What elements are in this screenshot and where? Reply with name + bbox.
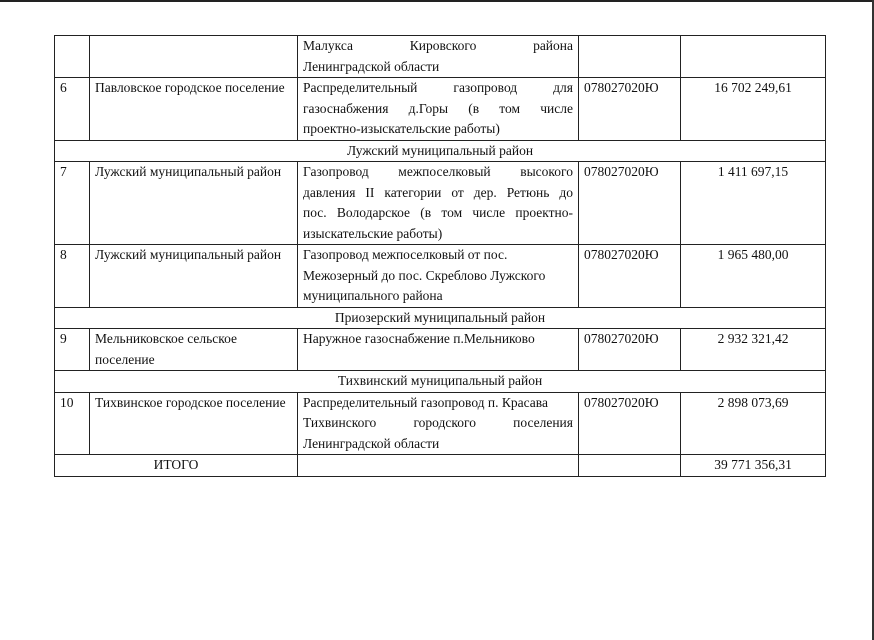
region-heading: Лужский муниципальный район (55, 140, 826, 162)
region-heading: Приозерский муниципальный район (55, 307, 826, 329)
description-line: Газопровод межпоселковый от пос. (303, 247, 508, 262)
description-line: давления II категории от дер. Ретюнь до (303, 184, 573, 200)
code-cell: 078027020Ю (579, 162, 681, 245)
code-cell: 078027020Ю (579, 78, 681, 141)
code-cell: 078027020Ю (579, 329, 681, 371)
table-row (55, 329, 826, 371)
row-number: 10 (55, 392, 90, 455)
municipality-cell (90, 36, 298, 78)
region-row (55, 371, 826, 393)
row-number: 7 (55, 162, 90, 245)
description-line: Ленинградской области (303, 58, 440, 74)
description-line: пос. Володарское (в том числе проектно- (303, 205, 573, 220)
region-row (55, 140, 826, 162)
row-number: 8 (55, 245, 90, 308)
amount-cell: 1 411 697,15 (681, 162, 826, 245)
scan-top-edge (0, 0, 874, 2)
total-label: ИТОГО (55, 455, 298, 477)
total-empty-cell (579, 455, 681, 477)
description-line: Наружное газоснабжение п.Мельниково (303, 331, 535, 346)
municipality-cell: Мельниковское сельское поселение (90, 329, 298, 371)
total-amount: 39 771 356,31 (681, 455, 826, 477)
table-row (55, 392, 826, 455)
description-line: Межозерный до пос. Скреблово Лужского (303, 267, 546, 283)
code-cell: 078027020Ю (579, 392, 681, 455)
amount-cell: 1 965 480,00 (681, 245, 826, 308)
description-cell (298, 162, 579, 245)
description-line: изыскательские работы) (303, 225, 443, 241)
municipality-cell: Тихвинское городское поселение (90, 392, 298, 455)
description-line: Газопровод межпоселковый высокого (303, 164, 573, 179)
description-cell (298, 78, 579, 141)
row-number (55, 36, 90, 78)
row-number: 9 (55, 329, 90, 371)
amount-cell: 2 898 073,69 (681, 392, 826, 455)
code-cell: 078027020Ю (579, 245, 681, 308)
total-row (55, 455, 826, 477)
description-cell (298, 36, 579, 78)
description-line: Распределительный газопровод п. Красава (303, 394, 548, 410)
description-line: Распределительный газопровод для (303, 80, 573, 95)
code-cell (579, 36, 681, 78)
table-row (55, 162, 826, 245)
description-cell (298, 392, 579, 455)
amount-cell: 2 932 321,42 (681, 329, 826, 371)
description-cell (298, 245, 579, 308)
description-line: Тихвинского городского поселения (303, 415, 573, 430)
table-row (55, 78, 826, 141)
description-cell (298, 329, 579, 371)
region-heading: Тихвинский муниципальный район (55, 371, 826, 393)
municipality-cell: Павловское городское поселение (90, 78, 298, 141)
table-row (55, 36, 826, 78)
description-line: муниципального района (303, 288, 443, 303)
municipality-cell: Лужский муниципальный район (90, 245, 298, 308)
amount-cell (681, 36, 826, 78)
total-empty-cell (298, 455, 579, 477)
table-row (55, 245, 826, 308)
row-number: 6 (55, 78, 90, 141)
description-line: Ленинградской области (303, 435, 440, 451)
budget-table (54, 35, 826, 477)
description-line: газоснабжения д.Горы (в том числе (303, 100, 573, 116)
description-line: Малукса Кировского района (303, 38, 573, 53)
municipality-cell: Лужский муниципальный район (90, 162, 298, 245)
amount-cell: 16 702 249,61 (681, 78, 826, 141)
region-row (55, 307, 826, 329)
description-line: проектно-изыскательские работы) (303, 121, 500, 136)
